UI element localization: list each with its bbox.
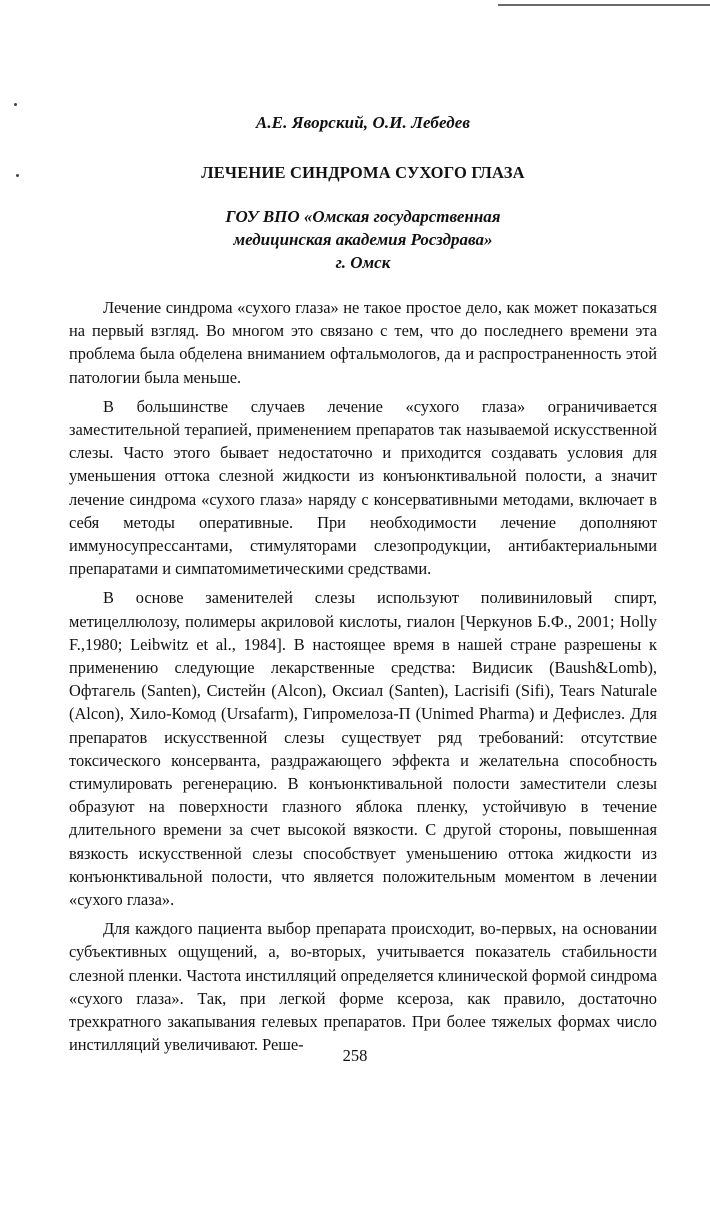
authors: А.Е. Яворский, О.И. Лебедев — [255, 113, 471, 132]
body-paragraph-2: В большинстве случаев лечение «сухого глаза» ограничивается заместительной терапией, применением препаратов так называемой искусственной слезы. Часто этого бывает недостаточно и приходится создавать условия для уменьшения оттока слезной жидкости из конъюнктивальной полости, а значит лечение синдрома «сухого глаза» наряду с консервативными методами, включает в себя методы оперативные. При необходимости лечение дополняют иммуносупрессантами, стимуляторами слезопродукции, антибактериальными препаратами и симпатомиметическими средствами. — [69, 396, 657, 579]
affiliation-line-1: ГОУ ВПО «Омская государственная — [225, 207, 501, 226]
body-paragraph-3: В основе заменителей слезы используют поливиниловый спирт, метицеллюлозу, полимеры акриловой кислоты, гиалон [Черкунов Б.Ф., 2001; Holly F.,1980; Leibwitz et al., 1984]. В настоящее время в нашей стране разрешены к применению следующие лекарственные средства: Видисик (Baush&Lomb), Офтагель (Santen), Систейн (Alcon), Оксиал (Santen), Lacrisifi (Sifi), Tears Naturale (Alcon), Хило-Комод (Ursafarm), Гипромелоза-П (Unimed Pharma) и Дефислез. Для препаратов искусственной слезы существует ряд требований: отсутствие токсического консерванта, раздражающего эффекта и желательна способность стимулировать регенерацию. В конъюнктивальной полости заместители слезы образуют на поверхности глазного яблока пленку, устойчивую в течение длительного времени за счет высокой вязкости. С другой стороны, повышенная вязкость искусственной слезы способствует уменьшению оттока жидкости из конъюнктивальной полости, что является положительным моментом в лечении «сухого глаза». — [69, 588, 657, 910]
affiliation-city: г. Омск — [335, 253, 391, 272]
affiliation — [69, 205, 657, 274]
article-title: ЛЕЧЕНИЕ СИНДРОМА СУХОГО ГЛАЗА — [201, 163, 525, 182]
scan-speck — [14, 103, 17, 106]
affiliation-line-2: медицинская академия Росздрава» — [233, 230, 493, 249]
scan-speck — [16, 174, 19, 177]
page-number: 258 — [342, 1046, 368, 1065]
body-paragraph-1: Лечение синдрома «сухого глаза» не такое простое дело, как может показаться на первый взгляд. Во многом это связано с тем, что до последнего времени эта проблема была обделена вниманием офтальмологов, да и распространенность этой патологии была меньше. — [69, 298, 657, 387]
top-edge-rule — [498, 4, 710, 6]
body-paragraph-4: Для каждого пациента выбор препарата происходит, во-первых, на основании субъективных ощущений, а, во-вторых, учитывается показатель стабильности слезной пленки. Частота инстилляций определяется клинической формой синдрома «сухого глаза». Так, при легкой форме ксероза, как правило, достаточно трехкратного закапывания гелевых препаратов. При более тяжелых формах число инстилляций увеличивают. Реше- — [69, 919, 657, 1055]
page-content — [69, 113, 657, 1063]
